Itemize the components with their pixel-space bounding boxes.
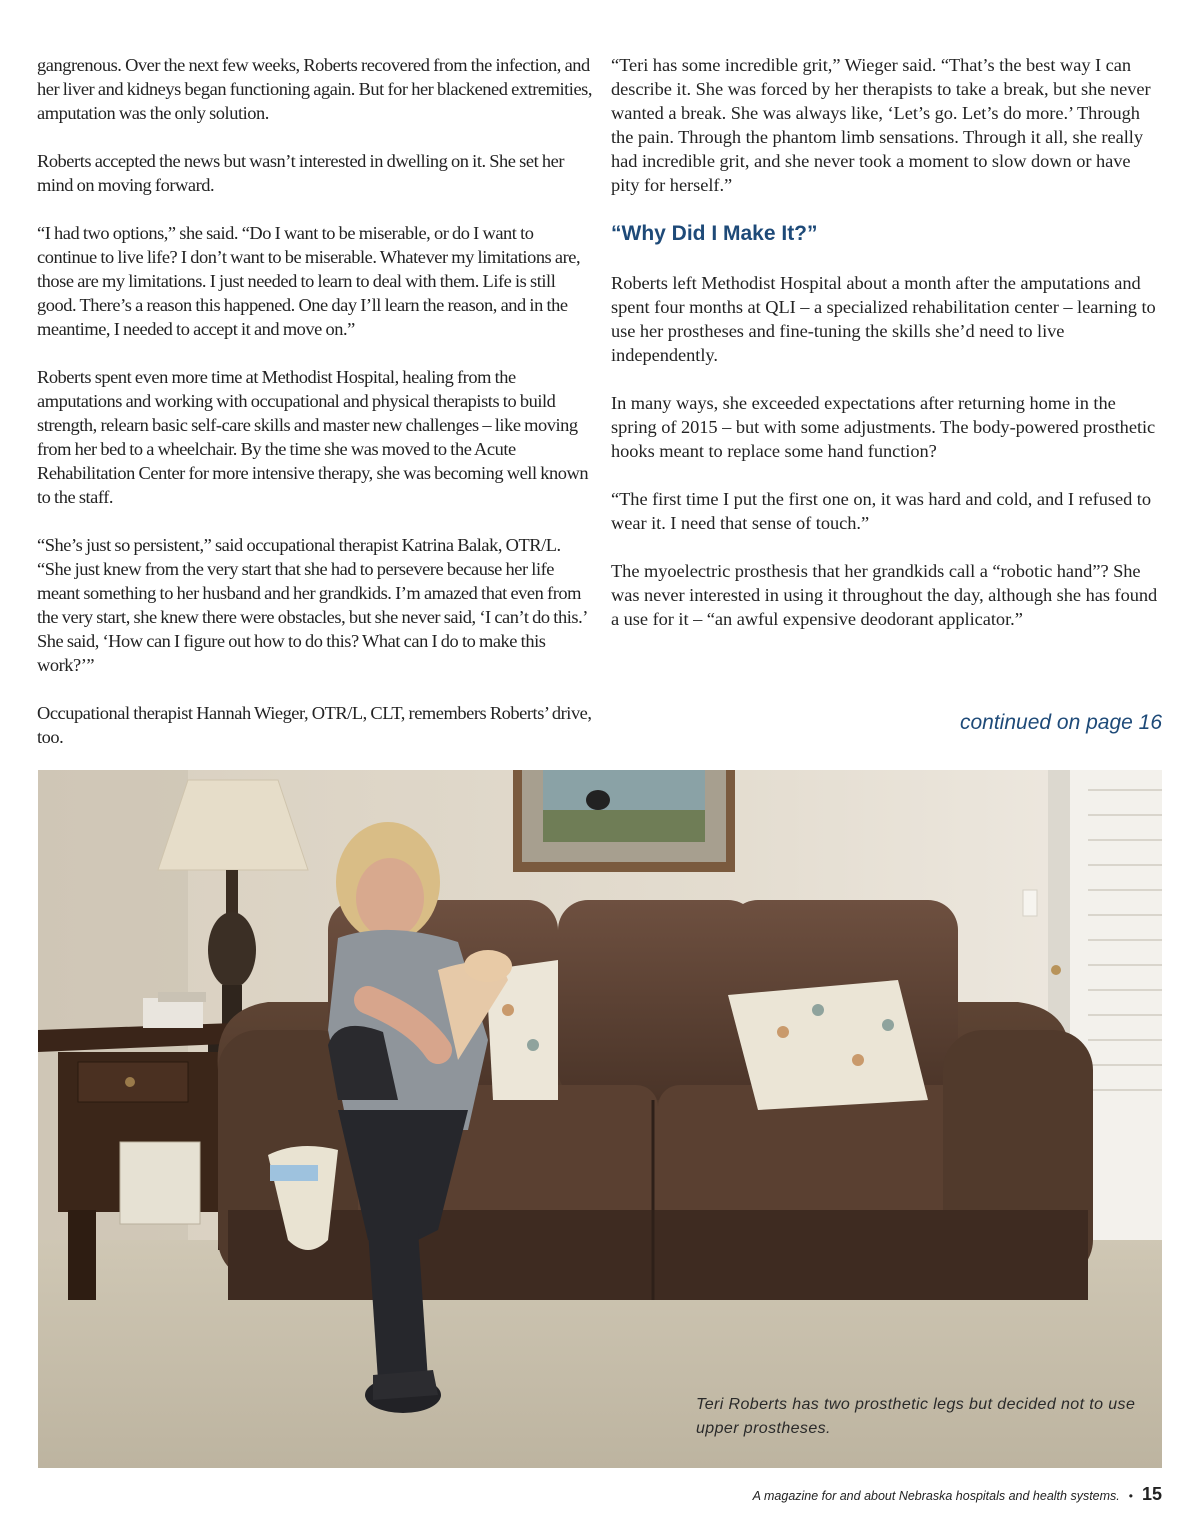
right-column xyxy=(611,53,1163,655)
footer-tagline: A magazine for and about Nebraska hospitals and health systems. xyxy=(752,1489,1120,1503)
body-paragraph: Roberts accepted the news but wasn’t interested in dwelling on it. She set her mind on moving forward. xyxy=(37,151,565,195)
body-paragraph: In many ways, she exceeded expectations after returning home in the spring of 2015 – but with some adjustments. The body-powered prosthetic hooks meant to replace some hand function? xyxy=(611,393,1156,461)
photo-illustration xyxy=(38,770,1162,1468)
body-paragraph: “I had two options,” she said. “Do I want to be miserable, or do I want to continue to live life? I don’t want to be miserable. Whatever my limitations are, those are my limitations. I just needed to learn to deal with them. Life is still good. There’s a reason this happened. One day I’ll learn the reason, and in the meantime, I needed to accept it and move on.” xyxy=(37,223,581,339)
photo-caption: Teri Roberts has two prosthetic legs but decided not to use upper prostheses. xyxy=(696,1396,1136,1437)
continued-link: continued on page 16 xyxy=(959,711,1162,734)
body-paragraph: Roberts spent even more time at Methodist Hospital, healing from the amputations and working with occupational and physical therapists to build strength, relearn basic self-care skills and master new challenges – like moving from her bed to a wheelchair. By the time she was moved to the Acute Rehabilitation Center for more intensive therapy, she was becoming well known to the staff. xyxy=(37,367,589,507)
page-number: 15 xyxy=(1141,1484,1162,1504)
page-footer xyxy=(753,1484,1162,1505)
body-paragraph: “The first time I put the first one on, it was hard and cold, and I refused to wear it. I need that sense of touch.” xyxy=(611,489,1151,533)
section-heading: “Why Did I Make It?” xyxy=(611,222,818,245)
footer-separator: • xyxy=(1128,1489,1133,1503)
body-paragraph: “She’s just so persistent,” said occupational therapist Katrina Balak, OTR/L. “She just knew from the very start that she had to persevere because her life meant something to her husband and her grandkids. I’m amazed that even from the very start, she knew there were obstacles, but she never said, ‘I can’t do this.’ She said, ‘How can I figure out how to do this? What can I do to make this work?’” xyxy=(37,535,587,675)
body-paragraph: The myoelectric prosthesis that her grandkids call a “robotic hand”? She was never interested in using it throughout the day, although she has found a use for it – “an awful expensive deodorant applicator.” xyxy=(611,561,1158,629)
body-paragraph: Roberts left Methodist Hospital about a month after the amputations and spent four months at QLI – a specialized rehabilitation center – learning to use her prostheses and fine-tuning the skills she’d need to live independently. xyxy=(611,273,1156,365)
body-paragraph: gangrenous. Over the next few weeks, Roberts recovered from the infection, and her liver and kidneys began functioning again. But for her blackened extremities, amputation was the only solution. xyxy=(37,55,593,123)
body-paragraph: “Teri has some incredible grit,” Wieger said. “That’s the best way I can describe it. She was forced by her therapists to take a break, but she never wanted a break. She was always like, ‘Let’s go. Let’s do more.’ Through the pain. Through the phantom limb sensations. Through it all, she really had incredible grit, and she never took a moment to slow down or have pity for herself.” xyxy=(611,55,1151,195)
body-paragraph: Occupational therapist Hannah Wieger, OTR/L, CLT, remembers Roberts’ drive, too. xyxy=(37,703,592,747)
article-photo xyxy=(38,770,1162,1468)
left-column xyxy=(37,53,593,773)
